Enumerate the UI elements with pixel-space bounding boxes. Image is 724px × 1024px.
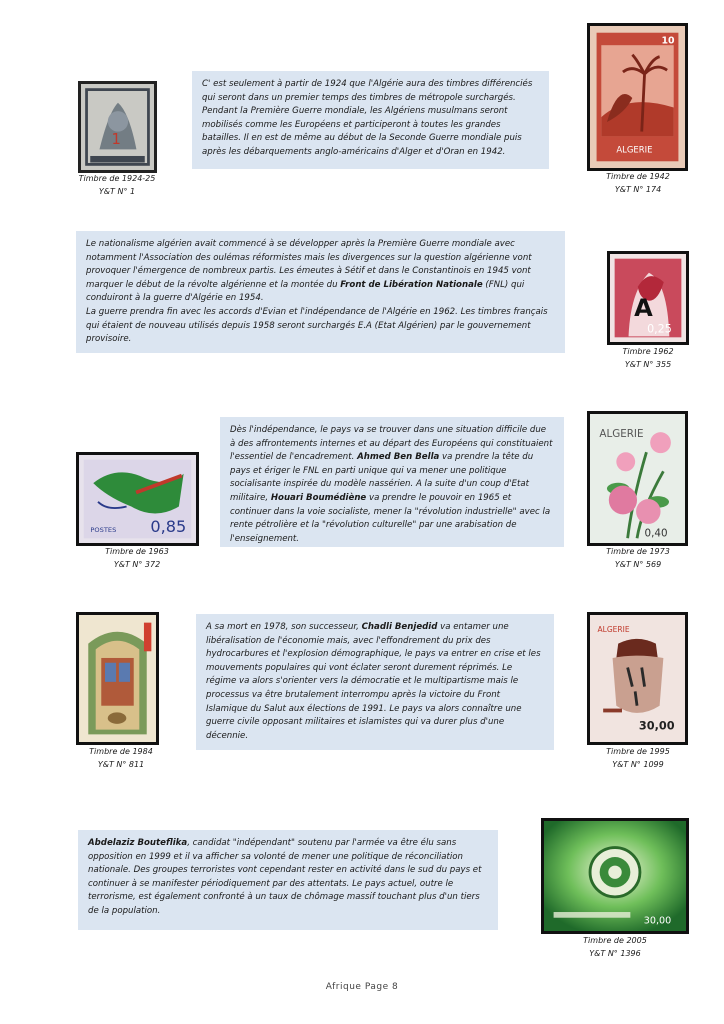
stamp-1973-image	[587, 411, 688, 546]
text-run: A sa mort en 1978, son successeur,	[206, 622, 362, 632]
caption-1942	[583, 171, 693, 196]
stamp-1962-image	[607, 251, 689, 345]
caption-ref: Y&T N° 372	[113, 559, 161, 569]
stamp-face-value: 30,00	[643, 915, 672, 927]
caption-1963	[82, 546, 192, 571]
paragraph	[202, 78, 539, 160]
stamp-label: POSTES	[90, 525, 117, 534]
stamp-1984-image	[76, 612, 159, 745]
text-run: La guerre prendra fin avec les accords d'Evian et l'indépendance de l'Algérie en 1962. Les timbres français qui étaient de nouveau utilisés depuis 1958 seront surchargés E.A (Etat Algérien) par le gouvernement provisoire.	[86, 306, 548, 345]
caption-2005	[560, 935, 670, 960]
caption-1995	[583, 746, 693, 771]
paragraph	[206, 621, 544, 743]
stamp-country: ALGERIE	[616, 145, 653, 156]
stamp-face-value: 30,00	[638, 718, 675, 733]
caption-1924	[62, 173, 172, 198]
caption-ref: Y&T N° 1099	[612, 759, 664, 769]
caption-1984	[66, 746, 176, 771]
stamp-face-value: 0,85	[150, 516, 187, 536]
text-run: , candidat "indépendant" soutenu par l'armée va être élu sans opposition en 1999 et il va afficher sa volonté de mener une politique de réconciliation nationale. Des groupes terroristes vont cependant rester en activité dans le sud du pays et continuer à se manifester périodiquement par des attentats. Le pays actuel, outre le terrorisme, est également confronté à un taux de chômage massif touchant plus d'un tiers de la population.	[88, 838, 482, 916]
text-block-1924	[192, 71, 549, 169]
caption-title: Timbre de 1942	[606, 172, 670, 181]
text-run: C' est seulement à partir de 1924 que l'Algérie aura des timbres différenciés qui seront dans un premier temps des timbres de métropole surchargés. Pendant la Première Guerre mondiale, les Algériens musulmans seront mobilisés comme les Européens et participeront à toutes les grandes batailles. Il en est de même au début de la Seconde Guerre mondiale puis après les débarquements anglo-américains d'Alger et d'Oran en 1942.	[202, 79, 533, 157]
highlighted-name: Abdelaziz Bouteflika	[88, 838, 188, 848]
caption-ref: Y&T N° 174	[614, 184, 662, 194]
stamp-country: ALGERIE	[599, 427, 644, 440]
caption-title: Timbre de 2005	[583, 936, 647, 945]
caption-ref: Y&T N° 1	[98, 186, 136, 196]
caption-ref: Y&T N° 811	[97, 759, 145, 769]
caption-ref: Y&T N° 1396	[589, 948, 641, 958]
text-block-benjedid	[196, 614, 554, 750]
stamp-1924-image	[78, 81, 157, 173]
caption-ref: Y&T N° 569	[614, 559, 662, 569]
stamp-face-value: 10	[661, 35, 675, 47]
overprint-letter: A	[634, 293, 653, 322]
stamp-1942-image	[587, 23, 688, 171]
caption-1973	[583, 546, 693, 571]
text-run: va entamer une libéralisation de l'économie mais, avec l'effondrement du prix des hydrocarbures et l'explosion démographique, le pays va entrer en crise et les mouvements populaires qui vont éclater seront durement réprimés. Le régime va alors s'orienter vers la démocratie et le multipartisme mais le processus va être brutalement interrompu après la victoire du Front Islamique du Salut aux élections de 1991. Le pays va alors connaître une guerre civile opposant militaires et islamistes qui va durer plus d'une décennie.	[206, 622, 541, 741]
text-run: va prendre le pouvoir en 1965 et continuer dans la voie socialiste, mener la "révolution industrielle" avec la rente pétrolière et la "révolution culturelle" par une arabisation de l'enseignement.	[230, 492, 551, 544]
caption-title: Timbre de 1963	[105, 547, 169, 556]
caption-ref: Y&T N° 355	[624, 359, 672, 369]
paragraph	[230, 424, 554, 546]
paragraph	[88, 837, 488, 919]
stamp-1995-image	[587, 612, 688, 745]
text-run: (FNL) qui conduiront à la guerre d'Algérie en 1954.	[86, 279, 525, 304]
stamp-face-value: 0,40	[644, 527, 668, 540]
text-run: Dès l'indépendance, le pays va se trouver dans une situation difficile due à des affrontements internes et au départ des Européens qui constituaient l'essentiel de l'encadrement.	[230, 425, 553, 463]
caption-title: Timbre de 1984	[89, 747, 153, 756]
stamp-2005-image	[541, 818, 689, 934]
caption-1962	[593, 346, 703, 371]
text-run: Le nationalisme algérien avait commencé à se développer après la Première Guerre mondiale avec notamment l'Association des oulémas réformistes mais les divergences sur la question algérienne vont provoquer l'émergence de nombreux partis. Les émeutes à Sétif et dans le Constantinois en 1945 vont marquer le début de la révolte algérienne et la montée du	[86, 239, 532, 290]
text-block-bouteflika	[78, 830, 498, 930]
text-block-independance	[220, 417, 564, 547]
highlighted-name: Houari Boumédiène	[270, 492, 367, 503]
paragraph	[86, 238, 555, 347]
stamp-1963-image	[76, 452, 199, 546]
highlighted-name: Front de Libération Nationale	[340, 279, 483, 290]
caption-title: Timbre de 1995	[606, 747, 670, 756]
text-run: va prendre la tête du pays et ériger le FNL en parti unique qui va mener une politique socialisante inspirée du modèle nassérien. A la suite d'un coup d'Etat militaire,	[230, 452, 534, 503]
text-block-nationalisme	[76, 231, 565, 353]
stamp-face-value: 0,25	[647, 322, 672, 336]
stamp-country: ALGERIE	[597, 625, 630, 635]
highlighted-name: Ahmed Ben Bella	[357, 452, 440, 463]
caption-title: Timbre de 1973	[606, 547, 670, 556]
page-footer: Afrique Page 8	[325, 982, 399, 992]
caption-title: Timbre de 1924-25	[78, 174, 156, 183]
stamp-face-value: 1	[111, 129, 121, 148]
caption-title: Timbre 1962	[622, 347, 674, 356]
highlighted-name: Chadli Benjedid	[361, 622, 438, 632]
